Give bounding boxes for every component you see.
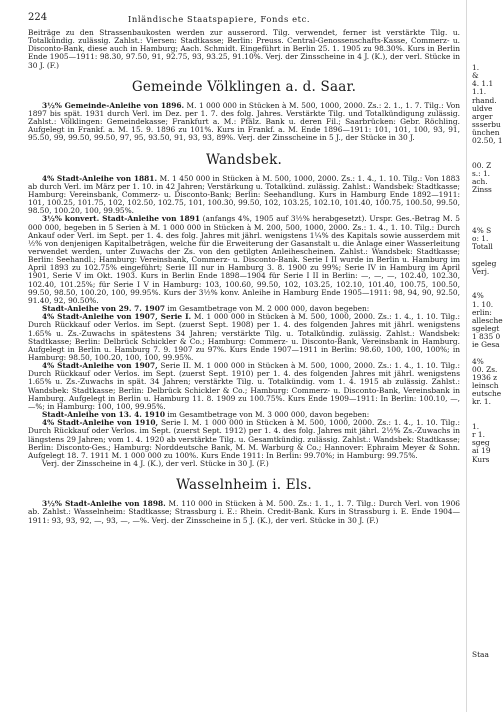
adjacent-page-line (472, 529, 504, 537)
adjacent-page-line (472, 627, 504, 635)
adjacent-page-line: 00. Zs. (472, 364, 498, 374)
adjacent-page-line: & (472, 71, 479, 81)
bond-entry-text: M. 1 450 000 in Stücken à M. 500, 1000, 2000. Zs.: 1. 4., 1. 10. Tilg.: Von 1883 ab durch Verl. im März per 1. 10. in 42 Jahren; Verstärkung u. Totalkünd. zulässig. Zahlst.: Wandsbek: Stadtkasse; Hamburg: Vereinsbank, Commerz- u. Disconto-Bank; Berlin: Seehandlung. Kurs in Hamburg Ende 1892—1911: 101, 100.25, 101.75, 102, 102.50, 102.75, 101, 100.30, 99.50, 102, 103.25, 102.10, 101.40, 100.75, 100.50, 99.50, 98.50, 100.20, 100, 99.95%. (28, 173, 460, 216)
bond-entry-lead: 4% Stadt-Anleihe von 1910, (42, 418, 159, 428)
adjacent-page-line (472, 610, 504, 618)
bond-entry (28, 500, 460, 524)
bond-entry-text: M. 1 000 000 in Stücken à M. 500, 1000, 2000. Zs.: 2. 1., 1. 7. Tilg.: Von 1897 bis spät. 1931 durch Verl. im Dez. per 1. 7. des folg. Jahres. Verstärkte Tilg. und Totalkündigung zulässig. Zahlst.: Völklingen: Gemeindekasse; Frankfurt a. M.: Pfälz. Bank u. deren Fil.; Saarbrücken: Gebr. Röchling. Aufgelegt in Frankf. a. M. 15. 9. 1896 zu 101%. Kurs in Frankf. a. M. Ende 1896—1911: 101, 101, 100, 93, 91, 95.50, 99, 99.50, 99.50, 97, 95, 93.50, 91, 93, 93, 89%. Verj. der Zinsscheine in 5 J., der Stücke in 30 J. (28, 100, 460, 143)
adjacent-page-line: uldve (472, 103, 493, 113)
adjacent-page-fragment (472, 64, 504, 659)
adjacent-page-line: 00. Z (472, 160, 492, 170)
adjacent-page-line (472, 513, 504, 521)
adjacent-page-line: Staa (472, 650, 489, 660)
adjacent-page-line: 1.1. (472, 87, 487, 97)
bond-entry-text: M. 110 000 in Stücken à M. 500. Zs.: 1. 1., 1. 7. Tilg.: Durch Verl. von 1906 ab. Zahlst.: Wasselnheim: Stadtkasse; Strassburg i. E.: Rhein. Credit-Bank. Kurs in Strassburg i. E. Ende 1904—1911: 93, 93, 92, —, 93, —, —%. Verj. der Zinsscheine in 5 J. (K.), der verl. Stücke in 30 J. (F.) (28, 499, 461, 525)
adjacent-page-line: 1936 z (472, 372, 498, 382)
page-column (28, 14, 460, 525)
page-number: 224 (28, 12, 48, 23)
adjacent-page-line (472, 488, 504, 496)
adjacent-page-line: Totall (472, 242, 493, 252)
adjacent-page-line: erlin: (472, 307, 492, 317)
adjacent-page-line: 1. (472, 64, 480, 72)
adjacent-page-line: sgeg (472, 438, 490, 448)
bond-entry-lead: Stadt-Anleihe von 29. 7. 1907 (42, 304, 166, 314)
bond-entry-text: (anfangs 4%, 1905 auf 3½% herabgesetzt). Urspr. Ges.-Betrag M. 5 000 000, begeben in 5 Serien à M. 1 000 000 in Stücken à M. 200, 500, 1000, 2000. Zs.: 1. 4., 1. 10. Tilg.: Durch Ankauf oder Verl. im Sept. per 1. 4. des folg. Jahres mit jährl. wenigstens 1¼% des Kapitals sowie ausserdem mit ½% von denjenigen Kapitalbeträgen, welche für die Erweiterung der Gasanstalt u. die Anlage einer Wasserleitung verwendet werden, unter Zuwachs der Zs. von den getilgten Anleihescheinen. Zahlst.: Wandsbek: Stadtkasse; Berlin: Seehandl.; Hamburg: Vereinsbank, Commerz- u. Disconto-Bank. Serie I II wurde in Berlin u. Hamburg im April 1893 zu 102.75% eingeführt; Serie III nur in Hamburg 3. 8. 1900 zu 99%; Serie IV in Hamburg im April 1901, Serie V im Okt. 1903. Kurs in Berlin Ende 1898—1904 für Serie I II in Berlin: —, —, —, 102.40, 102.30, 102.40, 101.25%; für Serie I V in Hamburg: 103, 100.60, 99.50, 102, 103.25, 102.10, 101.40, 100.75, 100.50, 99.50, 98.50, 100.20, 100, 99.95%. Kurs der 3½% konv. Anleihe in Hamburg Ende 1905—1911: 98, 94, 90, 92.50, 91.40, 92, 90.50%. (28, 214, 460, 305)
adjacent-page-line (472, 472, 504, 480)
adjacent-page-line: 4% S (472, 226, 492, 236)
adjacent-page-line (472, 619, 504, 627)
adjacent-page-line: kr. 1. (472, 397, 491, 407)
adjacent-page-line: r 1. (472, 430, 485, 440)
adjacent-page-line: ünchen (472, 128, 500, 138)
adjacent-page-line: s.: 1. (472, 169, 491, 179)
bond-entry-lead: 4% Stadt-Anleihe von 1907, Serie I. (42, 312, 192, 322)
bond-entry (28, 362, 460, 411)
adjacent-page-line: leinsch (472, 381, 499, 391)
adjacent-page-line (472, 407, 504, 415)
bond-entry-text: im Gesamtbetrage von M. 2 000 000, davon begeben: (165, 304, 370, 314)
bond-entry (28, 175, 460, 216)
bond-entry-text: Serie II. M. 1 000 000 in Stücken à M. 500, 1000, 2000. Zs.: 1. 4., 1. 10. Tilg.: Durch Rückkauf oder Verlos. im Sept. (zuerst Sept. 1910) per 1. 4. des folgenden Jahres mit jährl. wenigstens 1.65% u. Zs.-Zuwachs in spät. 34 Jahren; verstärkte Tilg. u. Totalkündig. vom 1. 4. 1915 ab zulässig. Zahlst.: Wandsbek: Stadtkasse; Berlin: Delbrück Schickler & Co.; Hamburg: Commerz- u. Disconto-Bank, Vereinsbank in Hamburg. Aufgelegt in Berlin u. Hamburg 11. 8. 1909 zu 100.75%. Kurs Ende 1909—1911: In Berlin: 100.10, —, —%; in Hamburg: 100, 100, 99.95%. (28, 361, 460, 411)
bond-entry (28, 215, 460, 305)
page-header (28, 14, 460, 29)
adjacent-page-line: allesche (472, 315, 503, 325)
adjacent-page-line (472, 545, 504, 553)
bond-entry (28, 419, 460, 460)
adjacent-page-line: sgeleg (472, 258, 497, 268)
adjacent-page-line: ie Gesa (472, 340, 500, 350)
adjacent-page-line (472, 203, 504, 211)
bond-entry-lead: 3½% Gemeinde-Anleihe von 1896. (42, 100, 185, 110)
adjacent-page-line (472, 464, 504, 472)
adjacent-page-line: 02.50, 1 (472, 136, 503, 146)
bond-entry-lead: 4% Stadt-Anleihe von 1881. (42, 173, 158, 183)
adjacent-page-line: sgelegt (472, 324, 500, 333)
adjacent-page-line (472, 276, 504, 284)
adjacent-page-line (472, 211, 504, 219)
bond-entry (28, 102, 460, 143)
adjacent-page-line: ach. (472, 177, 488, 187)
adjacent-page-line (472, 504, 504, 512)
adjacent-page-line: 4% (472, 291, 484, 301)
adjacent-page-line: 1. (472, 421, 480, 431)
adjacent-page-line: Verj. (472, 266, 490, 276)
adjacent-page-line (472, 146, 504, 154)
adjacent-page-line (472, 521, 504, 529)
adjacent-page-line: 4% (472, 356, 484, 366)
bond-entry-text: M. 1 000 000 in Stücken à M. 500, 1000, 2000. Zs.: 1. 4., 1. 10. Tilg.: Durch Rückkauf oder Verlos. im Sept. (zuerst Sept. 1908) per 1. 4. des folgenden Jahres mit jährl. wenigstens 1.65% u. Zs.-Zuwachs in spätestens 34 Jahren; verstärkte Tilg. u. Totalkündig. zulässig. Zahlst.: Wandsbek: Stadtkasse; Berlin: Delbrück Schickler & Co.; Hamburg: Commerz- u. Disconto-Bank, Vereinsbank in Hamburg. Aufgelegt in Berlin u. Hamburg 7. 9. 1907 zu 97%. Kurs Ende 1907—1911 in Berlin: 98.60, 100, 100, 100%; in Hamburg: 98.50, 100.20, 100, 100, 99.95%. (28, 312, 460, 362)
adjacent-page-line (472, 635, 504, 643)
adjacent-page-line (472, 195, 504, 203)
section-title: Wandsbek. (206, 151, 282, 168)
adjacent-page-line: 1 835 0 (472, 332, 501, 342)
sections (28, 80, 460, 525)
adjacent-page-line: ai 19 (472, 446, 491, 456)
adjacent-page-line: Kurs (472, 454, 490, 464)
adjacent-page-line (472, 496, 504, 504)
intro-paragraph: Beiträge zu den Strassenbaukosten werden zur ausserord. Tilg. verwendet, ferner ist verstärkte Tilg. u. Totalkündig. zulässig. Zahlst.: Viersen: Stadtkasse; Berlin: Preuss. Central-Genossenschafts-Kasse, Commerz- u. Disconto-Bank, diese auch in Hamburg; Aach. Schmidt. Eingeführt in Berlin 25. 1. 1905 zu 98.30%. Kurs in Berlin Ende 1905—1911: 98.30, 97.50, 91, 92.75, 93, 93.25, 91.10%. Verj. der Zinsscheine in 4 J. (K.), der verl. Stücke in 30 J. (F.) (28, 28, 460, 70)
adjacent-page-line (472, 537, 504, 545)
adjacent-page-line (472, 578, 504, 586)
adjacent-page-line (472, 553, 504, 561)
running-title: Inländische Staatspapiere, Fonds etc. (128, 14, 311, 24)
adjacent-page-line: arger (472, 111, 493, 121)
bond-entry-text: Serie I. M. 1 000 000 in Stücken à M. 500, 1000, 2000. Zs.: 1. 4., 1. 10. Tilg.: Durch Rückkauf oder Verlos. im Sept. (zuerst Sept. 1912) per 1. 4. des folg. Jahres mit jährl. 2½% Zs.-Zuwachs in längstens 29 Jahren; vom 1. 4. 1920 ab verstärkte Tilg. u. Gesamtkündig. zulässig. Zahlst.: Wandsbek: Stadtkasse; Berlin: Disconto-Ges.; Hamburg: Norddeutsche Bank, M. M. Warburg & Co.; Hannover: Ephraim Meyer & Sohn. Aufgelegt 18. 7. 1911 M. 1 000 000 zu 100%. Kurs Ende 1911: In Berlin: 99.70%; in Hamburg: 99.75%. (28, 418, 460, 460)
bond-entry (28, 460, 460, 468)
adjacent-page-line: o: 1. (472, 234, 489, 244)
bond-entry-lead: 3½% konvert. Stadt-Anleihe von 1891 (42, 214, 200, 224)
bond-entry-text: im Gesamtbetrage von M. 3 000 000, davon begeben: (165, 410, 370, 420)
section-title: Gemeinde Völklingen a. d. Saar. (131, 78, 357, 95)
adjacent-page-line: 4. 1.1 (472, 79, 494, 89)
adjacent-page-line (472, 570, 504, 578)
bond-entry-lead: 4% Stadt-Anleihe von 1907, (42, 361, 158, 371)
bond-entry-lead: 3½% Stadt-Anleihe von 1898. (42, 499, 166, 509)
bond-entry-lead: Stadt-Anleihe von 13. 4. 1910 (42, 410, 166, 420)
adjacent-page-line: 1. 10. (472, 299, 494, 309)
adjacent-page-line (472, 480, 504, 488)
adjacent-page-line: rhand. (472, 95, 497, 105)
section-title: Wasselnheim i. Els. (176, 477, 312, 494)
bond-entry-text: Verj. der Zinsscheine in 4 J. (K.), der verl. Stücke in 30 J. (F.) (42, 459, 269, 469)
adjacent-page-line: Zinss (472, 185, 492, 195)
adjacent-page-line (472, 594, 504, 602)
adjacent-page-line: eutsche (472, 389, 502, 399)
adjacent-page-line (472, 562, 504, 570)
bond-entry (28, 313, 460, 362)
adjacent-page-line (472, 602, 504, 610)
column-divider (466, 0, 467, 712)
adjacent-page-line: ssserbu (472, 120, 501, 130)
adjacent-page-line (472, 586, 504, 594)
